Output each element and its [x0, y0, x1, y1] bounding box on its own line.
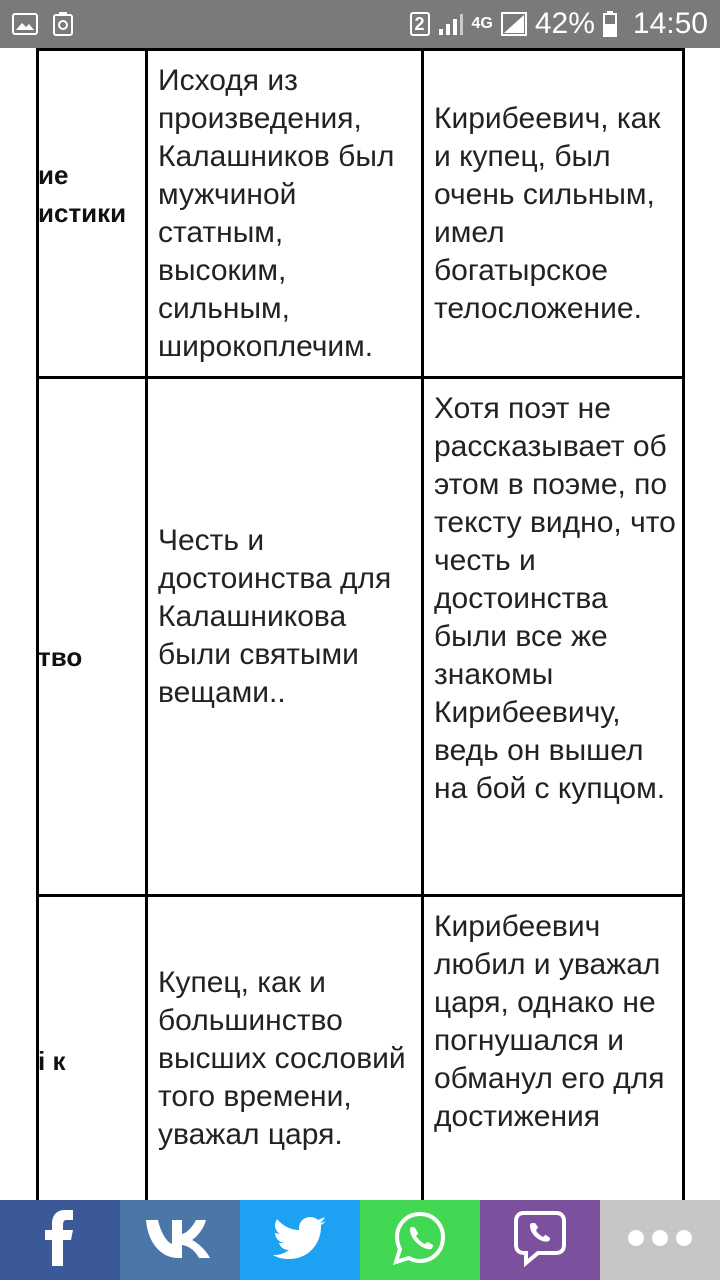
kiribeevich-cell: Кирибеевич любил и уважал царя, однако не погнушался и обманул его для достижения	[434, 910, 665, 1133]
whatsapp-share-button[interactable]	[360, 1200, 480, 1280]
twitter-icon	[273, 1216, 327, 1265]
twitter-share-button[interactable]	[240, 1200, 360, 1280]
table-rule	[145, 48, 148, 1200]
signal-icon-secondary	[501, 12, 527, 36]
status-bar	[0, 0, 720, 48]
sim-slot-badge: 2	[410, 12, 430, 36]
row-label-line: истики	[38, 198, 127, 228]
share-bar	[0, 1200, 720, 1280]
comparison-table	[0, 48, 720, 1200]
network-type-label: 4G	[471, 15, 493, 32]
row-label	[0, 156, 145, 236]
more-dots-icon	[627, 1229, 693, 1252]
vk-icon	[144, 1216, 216, 1265]
facebook-icon	[40, 1210, 80, 1271]
kalashnikov-cell: Купец, как и большинство высших сословий того времени, уважал царя.	[158, 966, 406, 1151]
kiribeevich-cell: Хотя поэт не рассказывает об этом в поэме, по тексту видно, что честь и достоинства были все же знакомы Кирибеевичу, ведь он вышел на бой с купцом.	[434, 392, 676, 805]
battery-percent: 42%	[534, 7, 595, 40]
clock: 14:50	[632, 7, 708, 40]
battery-icon	[603, 11, 617, 37]
recycle-notification-icon	[52, 11, 74, 37]
signal-icon	[438, 12, 464, 36]
vk-share-button[interactable]	[120, 1200, 240, 1280]
viber-share-button[interactable]	[480, 1200, 600, 1280]
gallery-notification-icon	[12, 13, 38, 35]
row-label: і к	[38, 1046, 66, 1076]
table-rule	[36, 48, 684, 51]
facebook-share-button[interactable]	[0, 1200, 120, 1280]
more-share-button[interactable]	[600, 1200, 720, 1280]
viber-icon	[512, 1209, 568, 1272]
kalashnikov-cell: Исходя из произведения, Калашников был мужчиной статным, высоким, сильным, широкоплечим.	[158, 64, 395, 363]
kiribeevich-cell: Кирибеевич, как и купец, был очень сильным, имел богатырское телосложение.	[434, 102, 661, 325]
kalashnikov-cell: Честь и достоинства для Калашникова были святыми вещами..	[158, 524, 392, 709]
row-label-line: ие	[38, 160, 69, 190]
whatsapp-icon	[392, 1210, 448, 1271]
table-rule	[36, 894, 684, 897]
table-rule	[36, 376, 684, 379]
row-label: тво	[38, 642, 83, 672]
table-rule	[421, 48, 424, 1200]
table-rule	[682, 48, 685, 1200]
